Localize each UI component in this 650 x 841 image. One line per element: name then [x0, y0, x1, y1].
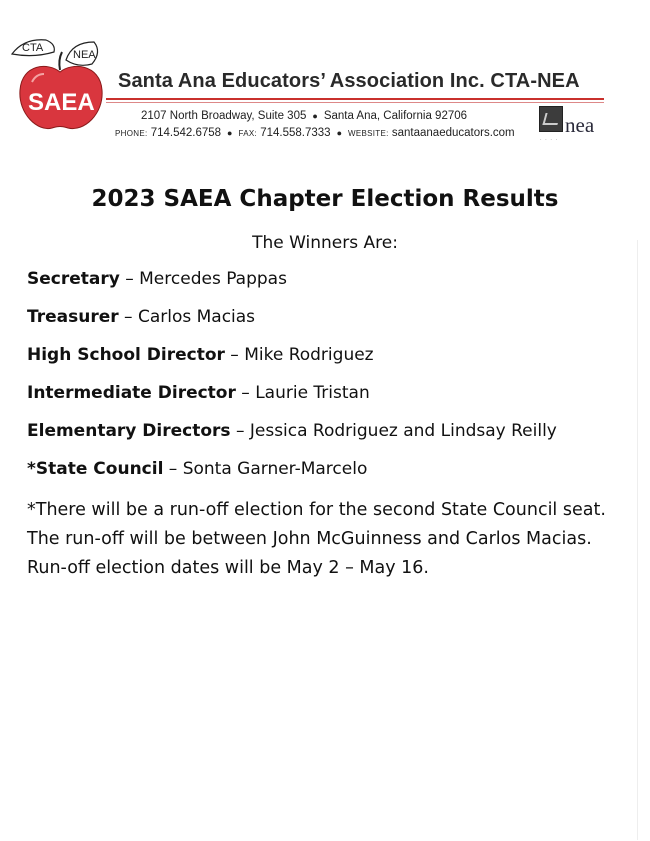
office-name: Intermediate Director: [27, 383, 236, 403]
city-address: Santa Ana, California 92706: [323, 110, 468, 122]
result-row-high-school-director: [27, 344, 627, 366]
website-url: santaanaeducators.com: [391, 127, 515, 139]
phone-number: 714.542.6758: [150, 127, 222, 139]
result-row-secretary: [27, 268, 627, 290]
fine-print-mark: · · · ·: [540, 137, 559, 143]
logo-saea-text: SAEA: [28, 89, 95, 116]
office-name: Elementary Directors: [27, 421, 231, 441]
winner-name: Mike Rodriguez: [244, 345, 374, 365]
result-row-state-council: [27, 458, 627, 480]
logo-cta-text: CTA: [22, 42, 44, 54]
document-title: 2023 SAEA Chapter Election Results: [91, 186, 559, 212]
website-label: WEBSITE:: [348, 129, 389, 138]
scan-edge-line: [637, 240, 638, 840]
separator: –: [118, 307, 138, 327]
letterhead: [0, 0, 650, 160]
separator: –: [235, 383, 256, 403]
separator: –: [224, 345, 245, 365]
contact-line: PHONE: 714.542.6758 ● FAX: 714.558.7333 ● WEBSITE: santaanaeducators.com: [115, 127, 515, 139]
winner-name: Jessica Rodriguez and Lindsay Reilly: [249, 421, 557, 441]
office-name: High School Director: [27, 345, 225, 365]
winner-name: Mercedes Pappas: [139, 269, 287, 289]
runoff-note: *There will be a run-off election for the second State Council seat. The run-off will be between John McGuinness and Carlos Macias. Run-off election dates will be May 2 – May 16.: [27, 500, 606, 578]
header-rule: [106, 98, 604, 100]
result-row-elementary-directors: [27, 420, 627, 442]
address-line: 2107 North Broadway, Suite 305 ● Santa Ana, California 92706: [141, 110, 468, 122]
logo-nea-text: NEA: [73, 49, 96, 61]
winner-name: Sonta Garner-Marcelo: [182, 459, 368, 479]
separator: –: [163, 459, 183, 479]
separator: –: [230, 421, 250, 441]
street-address: 2107 North Broadway, Suite 305: [141, 110, 307, 122]
winner-name: Carlos Macias: [137, 307, 256, 327]
office-name: Secretary: [27, 269, 120, 289]
separator: –: [119, 269, 140, 289]
document-subtitle: The Winners Are:: [252, 233, 398, 253]
winner-name: Laurie Tristan: [255, 383, 370, 403]
apple-stem-icon: [59, 52, 62, 70]
office-name: Treasurer: [27, 307, 119, 327]
fax-number: 714.558.7333: [260, 127, 331, 139]
saea-apple-logo: [10, 36, 114, 134]
fax-label: FAX:: [238, 129, 258, 138]
office-name: *State Council: [27, 459, 164, 479]
header-rule-thin: [106, 102, 604, 103]
result-row-intermediate-director: [27, 382, 627, 404]
phone-label: PHONE:: [115, 129, 148, 138]
nea-mark: nea: [565, 113, 595, 137]
union-bug-icon: [539, 106, 563, 132]
org-name: Santa Ana Educators’ Association Inc. CTA-NEA: [118, 70, 580, 92]
result-row-treasurer: [27, 306, 627, 328]
results-list: [27, 268, 627, 496]
